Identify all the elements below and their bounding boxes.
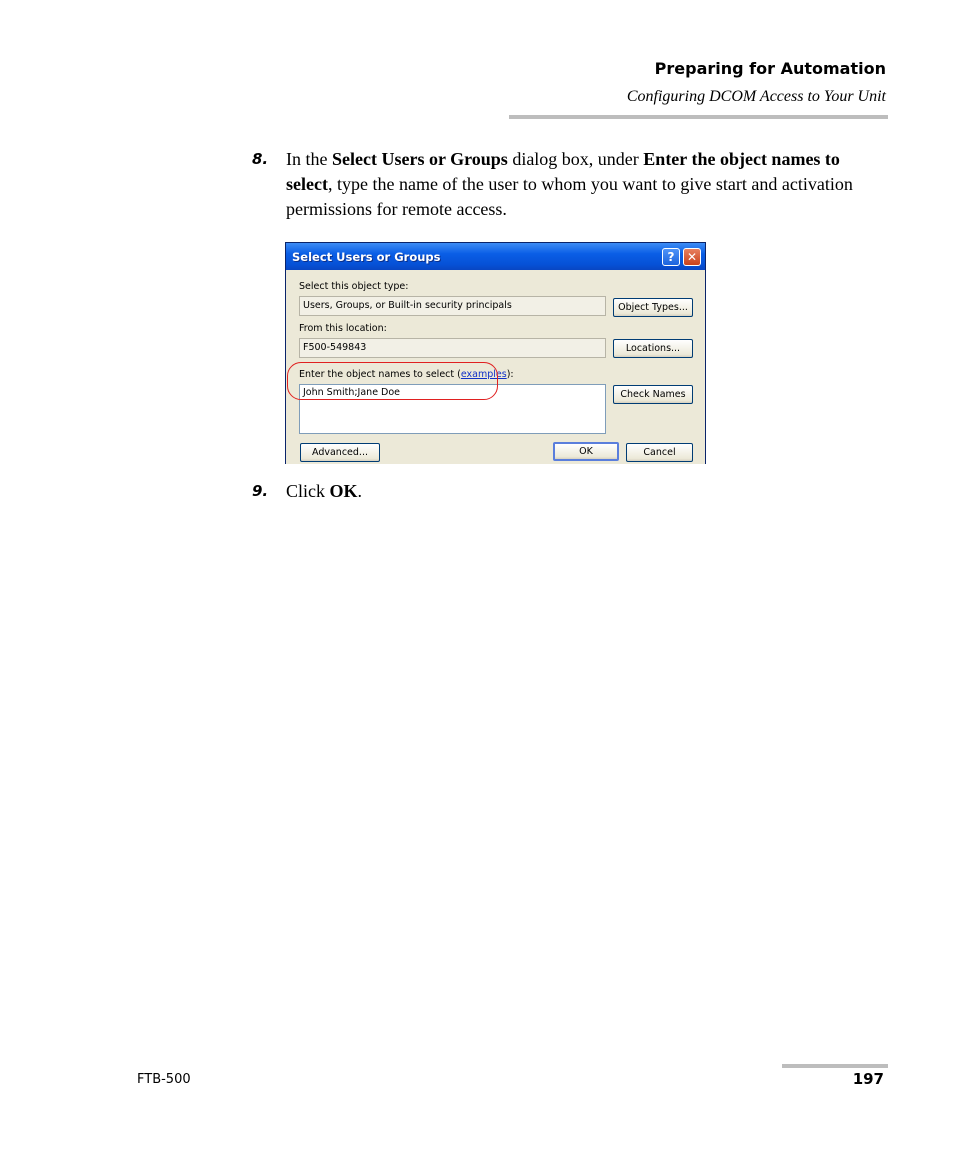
dialog-titlebar	[286, 243, 705, 270]
advanced-button[interactable]: Advanced...	[300, 443, 380, 462]
highlight-ellipse	[287, 362, 498, 400]
examples-link[interactable]: examples	[460, 369, 507, 380]
step-number: 8.	[252, 150, 269, 168]
step-number: 9.	[252, 482, 269, 500]
running-header-title: Preparing for Automation	[654, 59, 886, 78]
step-text: In the Select Users or Groups dialog box, under Enter the object names to select, type the name of the user to whom you want to give start and activation permissions for remote access.	[286, 149, 853, 219]
page-number: 197	[852, 1070, 884, 1088]
footer-rule	[782, 1064, 888, 1068]
object-names-input[interactable]: John Smith;Jane Doe	[299, 384, 606, 434]
object-type-field: Users, Groups, or Built-in security principals	[299, 296, 606, 316]
locations-button[interactable]: Locations...	[613, 339, 693, 358]
close-icon[interactable]: ✕	[683, 248, 701, 266]
location-field: F500-549843	[299, 338, 606, 358]
check-names-button[interactable]: Check Names	[613, 385, 693, 404]
help-icon[interactable]: ?	[662, 248, 680, 266]
cancel-button[interactable]: Cancel	[626, 443, 693, 462]
running-header-subtitle: Configuring DCOM Access to Your Unit	[626, 88, 886, 105]
location-label: From this location:	[299, 323, 387, 334]
select-users-dialog	[285, 242, 706, 464]
object-types-button[interactable]: Object Types...	[613, 298, 693, 317]
dialog-title: Select Users or Groups	[292, 250, 441, 264]
step-text: Click OK.	[286, 481, 363, 501]
footer-product: FTB-500	[137, 1072, 191, 1087]
header-rule	[509, 115, 888, 119]
object-type-label: Select this object type:	[299, 281, 409, 292]
object-names-label: Enter the object names to select (examples):	[299, 369, 514, 380]
ok-button[interactable]: OK	[553, 442, 619, 461]
